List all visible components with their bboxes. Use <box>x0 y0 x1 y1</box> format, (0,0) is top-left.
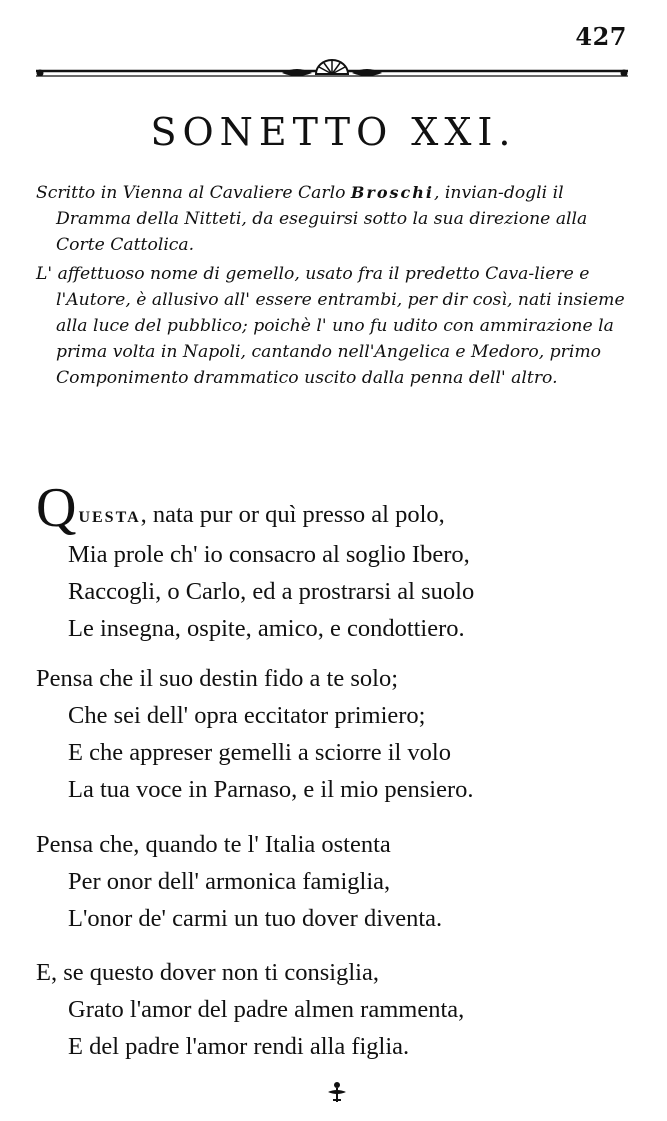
header-rule-ornament <box>32 58 632 88</box>
verse-line: L'onor de' carmi un tuo dover diventa. <box>68 905 443 932</box>
stanza-3 <box>36 826 636 937</box>
page-number: 427 <box>575 22 627 51</box>
verse-line: Raccogli, o Carlo, ed a prostrarsi al suolo <box>68 578 475 605</box>
verse-line: Le insegna, ospite, amico, e condottiero. <box>68 615 465 642</box>
verse-line: E, se questo dover non ti consiglia, <box>36 959 379 986</box>
stanza-4 <box>36 954 636 1065</box>
poem-title: SONETTO XXI. <box>150 110 517 154</box>
verse-line: Grato l'amor del padre almen rammenta, <box>68 996 465 1023</box>
drop-cap: Q <box>36 477 77 539</box>
name-smallcaps: Broschi <box>350 183 434 202</box>
fleuron-end-icon <box>322 1080 352 1104</box>
verse-line: Mia prole ch' io consacro al soglio Ibero, <box>68 541 470 568</box>
poem-notes <box>36 180 636 395</box>
verse-line: Che sei dell' opra eccitator primiero; <box>68 702 426 729</box>
verse-line: La tua voce in Parnaso, e il mio pensiero. <box>68 776 474 803</box>
explanatory-note: L' affettuoso nome di gemello, usato fra il predetto Cava-liere e l'Autore, è allusivo all' essere entrambi, per dir così, nati insieme alla luce del pubblico; poichè l' uno fu udito con ammirazione la prima volta in Napoli, cantando nell'Angelica e Medoro, primo Componimento drammatico uscito dalla penna dell' altro. <box>36 264 625 388</box>
verse-line: E che appreser gemelli a sciorre il volo <box>68 739 451 766</box>
verse-line: E del padre l'amor rendi alla figlia. <box>68 1033 410 1060</box>
stanza-1 <box>36 477 636 647</box>
smallcaps-opening: UESTA <box>78 509 141 526</box>
verse-line: QUESTA, nata pur or quì presso al polo, <box>36 477 445 539</box>
verse-line: Pensa che il suo destin fido a te solo; <box>36 665 398 692</box>
dedication-note: Scritto in Vienna al Cavaliere Carlo Broschi, invian-dogli il Dramma della Nitteti, da eseguirsi sotto la sua direzione alla Corte Cattolica. <box>36 183 588 255</box>
verse-line: Per onor dell' armonica famiglia, <box>68 868 391 895</box>
verse-line: Pensa che, quando te l' Italia ostenta <box>36 831 391 858</box>
stanza-2 <box>36 660 636 808</box>
